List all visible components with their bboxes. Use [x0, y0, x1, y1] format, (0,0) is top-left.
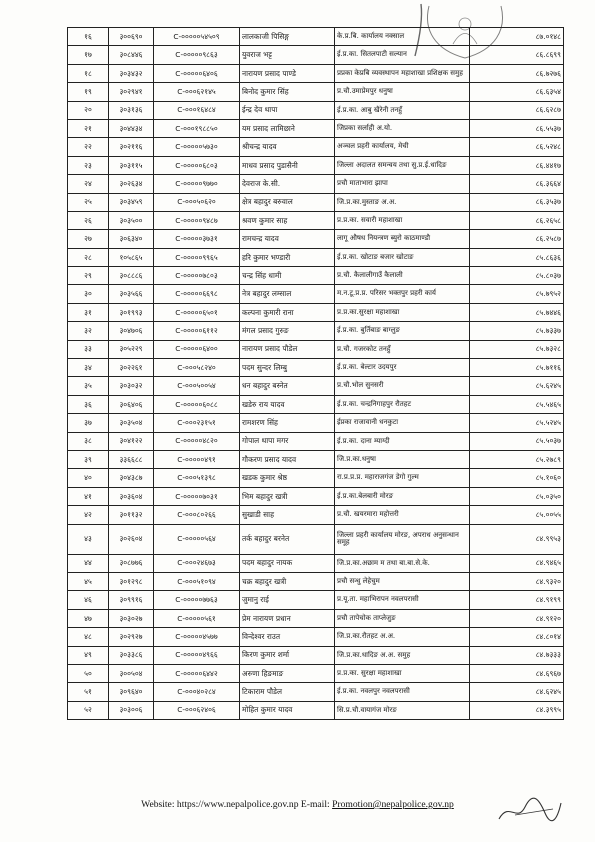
serial-number-cell: ५१ — [68, 683, 109, 701]
roll-number-cell: ३००५०४ — [109, 664, 154, 682]
table-row — [68, 450, 564, 468]
token-number-cell: C-०००५०६२० — [154, 193, 240, 211]
office-cell: प्र.प्र.का. सवारी महाशाखा — [335, 211, 470, 229]
score-cell: ८४.९४६५ — [470, 554, 564, 572]
token-number-cell: C-०००००६८०३ — [154, 156, 240, 174]
score-cell: ८५.७४४६ — [470, 303, 564, 321]
roll-number-cell: १०५८६५ — [109, 248, 154, 266]
serial-number-cell: ५२ — [68, 701, 109, 719]
score-cell: ८६.६२८७ — [470, 101, 564, 119]
office-cell: ई.प्र.का. चन्द्रनिगाहपुर रौतहट — [335, 395, 470, 413]
serial-number-cell: ३९ — [68, 450, 109, 468]
roll-number-cell: ३०३४५९ — [109, 193, 154, 211]
score-cell: ८४.७३३३ — [470, 646, 564, 664]
serial-number-cell: ३० — [68, 285, 109, 303]
candidate-name-cell: मंगल प्रसाद गुरुङ — [240, 322, 335, 340]
roll-number-cell: ३०४७०६ — [109, 322, 154, 340]
office-cell: ई.प्र.का. बुर्तिबाङ बाग्लुङ — [335, 322, 470, 340]
office-cell: जि.प्र.का.रौतहट अ.अ. — [335, 628, 470, 646]
candidate-name-cell: अरुणा हिङमाङ — [240, 664, 335, 682]
candidate-name-cell: क्षेत्र बहादुर बरुवाल — [240, 193, 335, 211]
serial-number-cell: २८ — [68, 248, 109, 266]
table-row — [68, 322, 564, 340]
score-cell: ८४.६९६७ — [470, 664, 564, 682]
token-number-cell: C-०००६२४०६ — [154, 701, 240, 719]
score-cell: ८६.५५३७ — [470, 119, 564, 137]
handwritten-signature — [495, 795, 565, 825]
token-number-cell: C-०००००६०८८ — [154, 395, 240, 413]
roll-number-cell: ३०३०२७ — [109, 609, 154, 627]
score-cell: ८४.९९५३ — [470, 524, 564, 554]
table-row — [68, 101, 564, 119]
candidate-name-cell: मोहित कुमार यादव — [240, 701, 335, 719]
serial-number-cell: २२ — [68, 138, 109, 156]
roll-number-cell: ३०८४४६ — [109, 46, 154, 64]
table-row — [68, 119, 564, 137]
table-row — [68, 414, 564, 432]
candidate-name-cell: नेत्र बहादुर लम्साल — [240, 285, 335, 303]
roll-number-cell: ३०६३४० — [109, 230, 154, 248]
office-cell: जिल्ला प्रहरी कार्यालय मोरङ, अपराध अनुसन्धान समूह — [335, 524, 470, 554]
serial-number-cell: ४८ — [68, 628, 109, 646]
candidate-name-cell: भिम बहादुर खत्री — [240, 487, 335, 505]
serial-number-cell: ३५ — [68, 377, 109, 395]
candidate-name-cell: श्रीचन्द्र यादव — [240, 138, 335, 156]
roll-number-cell: ३०३११५ — [109, 156, 154, 174]
roll-number-cell: ३०८८८६ — [109, 267, 154, 285]
score-cell: ८५.८६३६ — [470, 248, 564, 266]
serial-number-cell: ४९ — [68, 646, 109, 664]
website-link[interactable]: https://www.nepalpolice.gov.np — [176, 799, 299, 810]
office-cell: जिप्रका सर्लाही अ.यो. — [335, 119, 470, 137]
roll-number-cell: ३०३५०० — [109, 211, 154, 229]
office-cell: ई.प्र.का. सितलपाटी सल्यान — [335, 46, 470, 64]
token-number-cell: C-०००५१३९८ — [154, 469, 240, 487]
table-row — [68, 211, 564, 229]
table-row — [68, 377, 564, 395]
roll-number-cell: ३०९९१६ — [109, 591, 154, 609]
serial-number-cell: ३६ — [68, 395, 109, 413]
candidate-name-cell: तर्क बहादुर बरनेत — [240, 524, 335, 554]
serial-number-cell: २० — [68, 101, 109, 119]
token-number-cell: C-०००००६४४२ — [154, 664, 240, 682]
candidate-name-cell: किरण कुमार शर्मा — [240, 646, 335, 664]
roll-number-cell: ३०३६०४ — [109, 487, 154, 505]
office-cell: प्र.चौ.उमाप्रेमपुर धनुषा — [335, 83, 470, 101]
roll-number-cell: ३०२२६१ — [109, 359, 154, 377]
token-number-cell: C-०००५१०९४ — [154, 572, 240, 590]
table-row — [68, 64, 564, 82]
serial-number-cell: ४४ — [68, 554, 109, 572]
office-cell: लागू औषध नियन्त्रण ब्युरो काठमाण्डौ — [335, 230, 470, 248]
score-cell: ८४.९१२० — [470, 609, 564, 627]
roll-number-cell: ३०४४३४ — [109, 119, 154, 137]
table-row — [68, 230, 564, 248]
office-cell: ई.प्र.का. दाना म्याग्दी — [335, 432, 470, 450]
table-row — [68, 248, 564, 266]
office-cell: ई.प्र.का. खोटाङ बजार खोटाङ — [335, 248, 470, 266]
office-cell: प्रचौ माताभारा झापा — [335, 175, 470, 193]
roll-number-cell: ३०३३८६ — [109, 646, 154, 664]
email-label: E-mail: — [300, 799, 330, 810]
candidate-name-cell: टिकाराम पौडेल — [240, 683, 335, 701]
serial-number-cell: ४० — [68, 469, 109, 487]
office-cell: प्र.चौ. खयरमारा महोत्तरी — [335, 506, 470, 524]
token-number-cell: C-०००००३७३१ — [154, 230, 240, 248]
token-number-cell: C-०००००६४०० — [154, 340, 240, 358]
token-number-cell: C-०००००५६४ — [154, 524, 240, 554]
roll-number-cell: ३०१२९८ — [109, 572, 154, 590]
candidate-name-cell: रामशरण सिंह — [240, 414, 335, 432]
serial-number-cell: २७ — [68, 230, 109, 248]
serial-number-cell: ४१ — [68, 487, 109, 505]
table-row — [68, 267, 564, 285]
ranked-results-table — [67, 27, 564, 720]
candidate-name-cell: पदम सुन्दर लिम्बु — [240, 359, 335, 377]
office-cell: जि.प्र.का.धनुषा — [335, 450, 470, 468]
serial-number-cell: ४२ — [68, 506, 109, 524]
token-number-cell: C-०००००४५७७ — [154, 628, 240, 646]
roll-number-cell: ३००६९० — [109, 28, 154, 46]
office-cell: अञ्चल प्रहरी कार्यालय, मेची — [335, 138, 470, 156]
roll-number-cell: ३०२९२७ — [109, 628, 154, 646]
candidate-name-cell: धन बहादुर बस्नेत — [240, 377, 335, 395]
token-number-cell: C-०००००५७३० — [154, 138, 240, 156]
roll-number-cell: ३०५२२९ — [109, 340, 154, 358]
score-cell: ८६.३६६४ — [470, 175, 564, 193]
serial-number-cell: २६ — [68, 211, 109, 229]
token-number-cell: C-०००२४६७३ — [154, 554, 240, 572]
token-number-cell: C-०००००९९६५ — [154, 248, 240, 266]
score-cell: ८६.५२४८ — [470, 138, 564, 156]
roll-number-cell: ३०२६०४ — [109, 524, 154, 554]
candidate-name-cell: देवराज के.सी. — [240, 175, 335, 193]
serial-number-cell: २१ — [68, 119, 109, 137]
candidate-name-cell: गोपाल थापा मगर — [240, 432, 335, 450]
table-row — [68, 628, 564, 646]
roll-number-cell: ३०३५०४ — [109, 414, 154, 432]
serial-number-cell: ४३ — [68, 524, 109, 554]
roll-number-cell: ३०२९४१ — [109, 83, 154, 101]
score-cell: ८५.७११६ — [470, 359, 564, 377]
office-cell: प्र.चौ. कैलालीगाउँ कैलाली — [335, 267, 470, 285]
serial-number-cell: ३४ — [68, 359, 109, 377]
table-row — [68, 359, 564, 377]
token-number-cell: C-०००५८२४० — [154, 359, 240, 377]
roll-number-cell: ३३६६८८ — [109, 450, 154, 468]
office-cell: सि.प्र.चौ.वायागंज मोरङ — [335, 701, 470, 719]
roll-number-cell: ३०४३८७ — [109, 469, 154, 487]
serial-number-cell: १७ — [68, 46, 109, 64]
token-number-cell: C-०००००४९६६ — [154, 646, 240, 664]
score-cell: ८४.८०१४ — [470, 628, 564, 646]
table-row — [68, 175, 564, 193]
token-number-cell: C-०००१९८८५० — [154, 119, 240, 137]
office-cell: जि.प्र.का.धादिङ अ.अ. समुह — [335, 646, 470, 664]
office-cell: जिल्ला अदालत समन्वय तथा सु.प्र.ई.धादिङ — [335, 156, 470, 174]
table-row — [68, 701, 564, 719]
score-cell: ८५.५०३७ — [470, 432, 564, 450]
score-cell: ८५.७९५२ — [470, 285, 564, 303]
table-row — [68, 303, 564, 321]
score-cell: ८४.६२४५ — [470, 683, 564, 701]
score-cell: ८५.७३३७ — [470, 322, 564, 340]
token-number-cell: C-०००००७८०३ — [154, 267, 240, 285]
office-cell: म.न.टू.प्र.प्र. परिसर भक्तपुर प्रहरी कार्य — [335, 285, 470, 303]
token-number-cell: C-०००००७०३१ — [154, 487, 240, 505]
roll-number-cell: ३०३१३६ — [109, 101, 154, 119]
office-cell: प्र.चौ.भोल सुनसरी — [335, 377, 470, 395]
roll-number-cell: ३०३०३२ — [109, 377, 154, 395]
candidate-name-cell: पदम बहादुर नायक — [240, 554, 335, 572]
token-number-cell: C-०००००६६९८ — [154, 285, 240, 303]
score-cell: ८५.१०६० — [470, 469, 564, 487]
office-cell: रा.प्र.प्र.प्र. महाराजगंज डेगो गुल्म — [335, 469, 470, 487]
score-cell: ८६.२६५८ — [470, 211, 564, 229]
table-row — [68, 487, 564, 505]
office-cell: ई.प्र.का.बेलबारी मोरङ — [335, 487, 470, 505]
serial-number-cell: २४ — [68, 175, 109, 193]
email-link[interactable]: Promotion@nepalpolice.gov.np — [332, 799, 454, 810]
candidate-name-cell: हरि कुमार भण्डारी — [240, 248, 335, 266]
candidate-name-cell: यम प्रसाद लामिछाने — [240, 119, 335, 137]
score-cell: ८५.८०३७ — [470, 267, 564, 285]
serial-number-cell: २५ — [68, 193, 109, 211]
score-cell: ८५.०३५० — [470, 487, 564, 505]
score-cell: ८५.२७८९ — [470, 450, 564, 468]
roll-number-cell: ३०९६४० — [109, 683, 154, 701]
candidate-name-cell: कल्पना कुमारी राना — [240, 303, 335, 321]
office-cell: प्रचौ तापेचोक ताप्लेजुङ — [335, 609, 470, 627]
roll-number-cell: ३०११३२ — [109, 506, 154, 524]
score-cell: ८४.९३२० — [470, 572, 564, 590]
token-number-cell: C-०००००९७७० — [154, 175, 240, 193]
candidate-name-cell: युवराज भट्ट — [240, 46, 335, 64]
token-number-cell: C-०००००६५०१ — [154, 303, 240, 321]
token-number-cell: C-०००००७७६३ — [154, 591, 240, 609]
serial-number-cell: १८ — [68, 64, 109, 82]
table-row — [68, 572, 564, 590]
candidate-name-cell: ईन्द्र देव थापा — [240, 101, 335, 119]
candidate-name-cell: श्रवण कुमार साह — [240, 211, 335, 229]
token-number-cell: C-०००८०२६६ — [154, 506, 240, 524]
table-row — [68, 683, 564, 701]
token-number-cell: C-०००००४८२० — [154, 432, 240, 450]
office-cell: ई.प्र.का. आबु खैरेनी तनहुँ — [335, 101, 470, 119]
table-row — [68, 469, 564, 487]
token-number-cell: C-०००४०२८४ — [154, 683, 240, 701]
table-row — [68, 591, 564, 609]
roll-number-cell: ३०३५६६ — [109, 285, 154, 303]
table-row — [68, 156, 564, 174]
token-number-cell: C-०००१६४८४ — [154, 101, 240, 119]
score-cell: ८५.६२४५ — [470, 377, 564, 395]
score-cell: ८६.२५८७ — [470, 230, 564, 248]
token-number-cell: C-०००००४९१ — [154, 450, 240, 468]
serial-number-cell: ३२ — [68, 322, 109, 340]
serial-number-cell: १६ — [68, 28, 109, 46]
table-row — [68, 646, 564, 664]
office-cell: प्रप्रका केप्रबि व्यवस्थापन महाशाखा प्रशिक्षक समुह — [335, 64, 470, 82]
table-row — [68, 193, 564, 211]
roll-number-cell: ३०१९९३ — [109, 303, 154, 321]
token-number-cell: C-०००५००५४ — [154, 377, 240, 395]
office-cell: जि.प्र.का.अछाम म तथा बा.बा.से.के. — [335, 554, 470, 572]
table-row — [68, 664, 564, 682]
serial-number-cell: ५० — [68, 664, 109, 682]
score-cell: ८५.७३२८ — [470, 340, 564, 358]
score-cell: ८४.९१९९ — [470, 591, 564, 609]
serial-number-cell: ३३ — [68, 340, 109, 358]
candidate-name-cell: नारायण प्रसाद पौडेल — [240, 340, 335, 358]
serial-number-cell: ४६ — [68, 591, 109, 609]
table-row — [68, 83, 564, 101]
serial-number-cell: ३१ — [68, 303, 109, 321]
score-cell: ८६.८६९९ — [470, 46, 564, 64]
roll-number-cell: ३०३००६ — [109, 701, 154, 719]
score-cell: ८६.४४१७ — [470, 156, 564, 174]
candidate-name-cell: विन्देश्वर राउत — [240, 628, 335, 646]
table-row — [68, 506, 564, 524]
website-label: Website: — [141, 799, 175, 810]
candidate-name-cell: चन्द्र सिंह धामी — [240, 267, 335, 285]
office-cell: प्रचौ सन्धु लेहेचुम — [335, 572, 470, 590]
serial-number-cell: १९ — [68, 83, 109, 101]
table-row — [68, 46, 564, 64]
score-cell: ८४.३९९५ — [470, 701, 564, 719]
candidate-name-cell: खडक कुमार श्रेष्ठ — [240, 469, 335, 487]
token-number-cell: C-०००००९४८७ — [154, 211, 240, 229]
score-cell: ८५.५४६५ — [470, 395, 564, 413]
roll-number-cell: ३०४१२२ — [109, 432, 154, 450]
table-row — [68, 432, 564, 450]
office-cell: ईप्रका राजावानी धनकुटा — [335, 414, 470, 432]
serial-number-cell: ४७ — [68, 609, 109, 627]
roll-number-cell: ३०८७७६ — [109, 554, 154, 572]
office-cell: प्र.चौ. गजरकोट तनहुँ — [335, 340, 470, 358]
candidate-name-cell: नारायण प्रसाद पाण्डे — [240, 64, 335, 82]
token-number-cell: C-०००००६४०६ — [154, 64, 240, 82]
serial-number-cell: २३ — [68, 156, 109, 174]
score-cell: ८६.३५३७ — [470, 193, 564, 211]
serial-number-cell: ३७ — [68, 414, 109, 432]
token-number-cell: C-०००६२१४५ — [154, 83, 240, 101]
token-number-cell: C-०००००५४५०९ — [154, 28, 240, 46]
table-row — [68, 609, 564, 627]
office-cell: प्र.यू.ता. महाभिरापन नवलपरासी — [335, 591, 470, 609]
table-row — [68, 554, 564, 572]
table-row — [68, 340, 564, 358]
token-number-cell: C-०००००५६१ — [154, 609, 240, 627]
office-cell: प्र.प्र.का.सुरक्षा महाशाखा — [335, 303, 470, 321]
office-cell: जि.प्र.का.मुस्ताङ अ.अ. — [335, 193, 470, 211]
table-row — [68, 395, 564, 413]
serial-number-cell: ३८ — [68, 432, 109, 450]
roll-number-cell: ३०२११६ — [109, 138, 154, 156]
score-cell: ८७.०१४८ — [470, 28, 564, 46]
token-number-cell: C-०००००६११२ — [154, 322, 240, 340]
candidate-name-cell: गौकरण प्रसाद यादव — [240, 450, 335, 468]
candidate-name-cell: खडेरु राय यादव — [240, 395, 335, 413]
candidate-name-cell: बिनोद कुमार सिंह — [240, 83, 335, 101]
table-row — [68, 138, 564, 156]
serial-number-cell: २९ — [68, 267, 109, 285]
candidate-name-cell: रामचन्द्र यादव — [240, 230, 335, 248]
token-number-cell: C-०००००९८६३ — [154, 46, 240, 64]
score-cell: ८५.००५५ — [470, 506, 564, 524]
candidate-name-cell: चक्र बहादुर खत्री — [240, 572, 335, 590]
office-cell: ई.प्र.का. नवलपुर नवलपरासी — [335, 683, 470, 701]
score-cell: ८५.५२४५ — [470, 414, 564, 432]
office-cell: प्र.प्र.का. सुरक्षा महाशाखा — [335, 664, 470, 682]
candidate-name-cell: माधव प्रसाद पुडासैनी — [240, 156, 335, 174]
score-cell: ८६.६३५४ — [470, 83, 564, 101]
candidate-name-cell: जुमानु राई — [240, 591, 335, 609]
table-row — [68, 28, 564, 46]
score-cell: ८६.७२७६ — [470, 64, 564, 82]
table-row — [68, 285, 564, 303]
table-row — [68, 524, 564, 554]
office-cell: ई.प्र.का. बेल्टार उदयपुर — [335, 359, 470, 377]
serial-number-cell: ४५ — [68, 572, 109, 590]
roll-number-cell: ३०२६३४ — [109, 175, 154, 193]
candidate-name-cell: प्रेम नारायण प्रधान — [240, 609, 335, 627]
candidate-name-cell: लालकाजी पिसिङ्ग — [240, 28, 335, 46]
roll-number-cell: ३०३४३२ — [109, 64, 154, 82]
token-number-cell: C-०००२३१५१ — [154, 414, 240, 432]
candidate-name-cell: सुखाडी साह — [240, 506, 335, 524]
office-cell: के.प्र.बि. कार्यालय नक्साल — [335, 28, 470, 46]
roll-number-cell: ३०६४०६ — [109, 395, 154, 413]
